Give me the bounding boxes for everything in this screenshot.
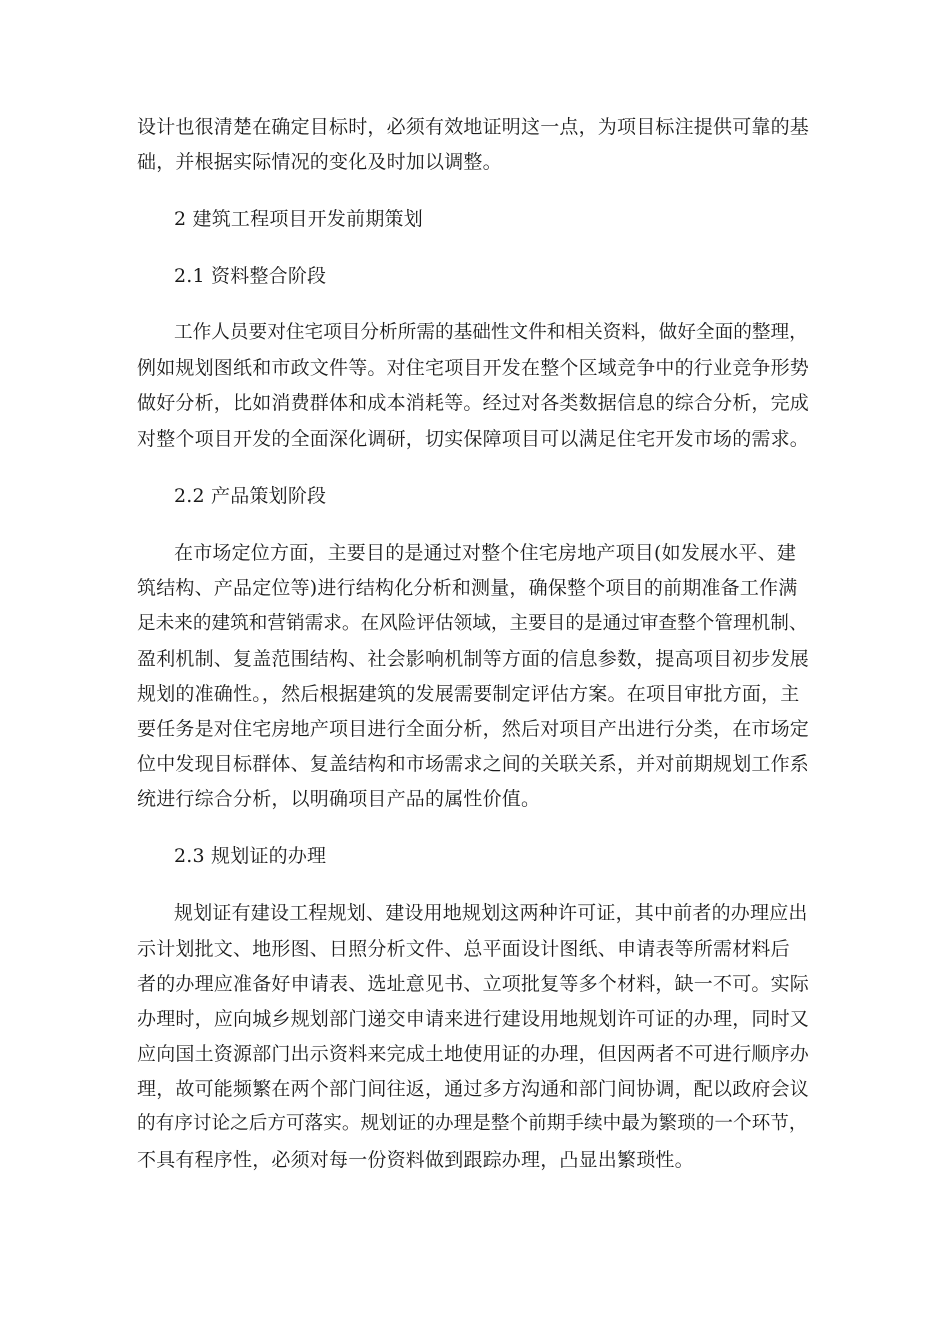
paragraph-line: 规划证有建设工程规划、建设用地规划这两种许可证，其中前者的办理应出 (174, 902, 808, 924)
paragraph-line: 例如规划图纸和市政文件等。对住宅项目开发在整个区域竞争中的行业竞争形势 (137, 357, 810, 379)
paragraph-line: 不具有程序性，必须对每一份资料做到跟踪办理，凸显出繁琐性。 (137, 1149, 694, 1171)
subsection-heading-2-3: 2.3 规划证的办理 (174, 845, 327, 867)
paragraph-line: 在市场定位方面，主要目的是通过对整个住宅房地产项目(如发展水平、建 (174, 542, 797, 564)
subsection-heading-2-2: 2.2 产品策划阶段 (174, 485, 327, 507)
subsection-heading-2-1: 2.1 资料整合阶段 (174, 265, 327, 287)
paragraph-line: 足未来的建筑和营销需求。在风险评估领域，主要目的是通过审查整个管理机制、 (137, 613, 808, 634)
paragraph-line: 做好分析，比如消费群体和成本消耗等。经过对各类数据信息的综合分析，完成 (137, 392, 810, 414)
paragraph-line: 办理时，应向城乡规划部门递交申请来进行建设用地规划许可证的办理，同时又 (137, 1008, 810, 1030)
paragraph-line: 的有序讨论之后方可落实。规划证的办理是整个前期手续中最为繁琐的一个环节， (137, 1113, 808, 1134)
paragraph-line: 统进行综合分析，以明确项目产品的属性价值。 (137, 788, 541, 810)
paragraph-line: 筑结构、产品定位等)进行结构化分析和测量，确保整个项目的前期准备工作满 (137, 577, 798, 599)
paragraph-line: 应向国土资源部门出示资料来完成土地使用证的办理，但因两者不可进行顺序办 (137, 1043, 810, 1065)
paragraph-line: 位中发现目标群体、复盖结构和市场需求之间的关联关系，并对前期规划工作系 (137, 753, 810, 775)
paragraph-line: 对整个项目开发的全面深化调研，切实保障项目可以满足住宅开发市场的需求。 (137, 428, 810, 450)
paragraph-line: 理，故可能频繁在两个部门间往返，通过多方沟通和部门间协调，配以政府会议 (137, 1078, 810, 1100)
paragraph-line: 要任务是对住宅房地产项目进行全面分析，然后对项目产出进行分类，在市场定 (137, 718, 810, 740)
section-heading-2: 2 建筑工程项目开发前期策划 (174, 208, 423, 230)
paragraph-line: 示计划批文、地形图、日照分析文件、总平面设计图纸、申请表等所需材料后 (137, 938, 790, 960)
paragraph-line: 规划的准确性。，然后根据建筑的发展需要制定评估方案。在项目审批方面，主 (137, 683, 800, 705)
paragraph-line: 工作人员要对住宅项目分析所需的基础性文件和相关资料，做好全面的整理， (174, 322, 808, 343)
paragraph-line: 础，并根据实际情况的变化及时加以调整。 (137, 151, 502, 173)
paragraph-line: 盈利机制、复盖范围结构、社会影响机制等方面的信息参数，提高项目初步发展 (137, 648, 810, 670)
paragraph-line: 设计也很清楚在确定目标时，必须有效地证明这一点，为项目标注提供可靠的基 (137, 116, 810, 138)
paragraph-line: 者的办理应准备好申请表、选址意见书、立项批复等多个材料，缺一不可。实际 (137, 973, 810, 995)
